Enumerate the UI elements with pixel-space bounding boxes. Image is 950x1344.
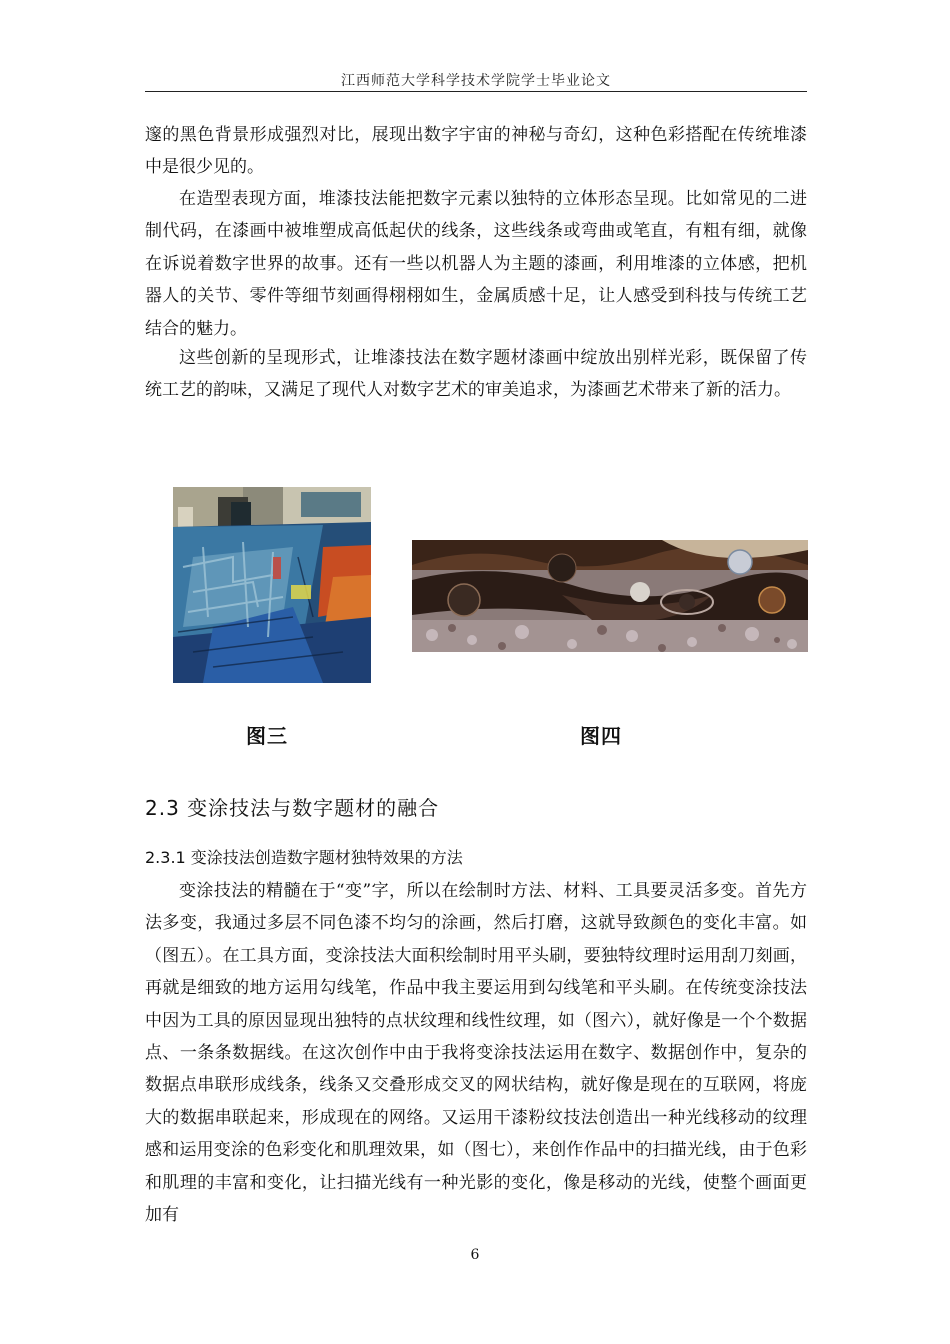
paragraph-innovation: 这些创新的呈现形式，让堆漆技法在数字题材漆画中绽放出别样光彩，既保留了传统工艺的韵味，又满足了现代人对数字艺术的审美追求，为漆画艺术带来了新的活力。 [145,348,807,401]
header-divider [145,91,807,92]
section-heading: 2.3 变涂技法与数字题材的融合 [145,796,440,820]
figure-3-image [173,487,371,683]
figure-4-image [412,540,808,652]
paragraph-body: 变涂技法的精髓在于“变”字，所以在绘制时方法、材料、工具要灵活多变。首先方法多变，我通过多层不同色漆不均匀的涂画，然后打磨，这就导致颜色的变化丰富。如（图五）。在工具方面，变涂技法大面积绘制时用平头刷，要独特纹理时运用刮刀刻画，再就是细致的地方运用勾线笔，作品中我主要运用到勾线笔和平头刷。在传统变涂技法中因为工具的原因显现出独特的点状纹理和线性纹理，如（图六），就好像是一个个数据点、一条条数据线。在这次创作中由于我将变涂技法运用在数字、数据创作中，复杂的数据点串联形成线条，线条又交叠形成交叉的网状结构，就好像是现在的互联网，将庞大的数据串联起来，形成现在的网络。又运用干漆粉纹技法创造出一种光线移动的纹理感和运用变涂的色彩变化和肌理效果，如（图七），来创作作品中的扫描光线，由于色彩和肌理的丰富和变化，让扫描光线有一种光影的变化，像是移动的光线，使整个画面更加有 [145,881,807,1226]
paragraph-continued: 邃的黑色背景形成强烈对比，展现出数字宇宙的神秘与奇幻，这种色彩搭配在传统堆漆中是很少见的。 [145,125,807,178]
figure-3-caption: 图三 [246,724,288,748]
subsection-heading: 2.3.1 变涂技法创造数字题材独特效果的方法 [145,848,463,867]
paragraph-modeling: 在造型表现方面，堆漆技法能把数字元素以独特的立体形态呈现。比如常见的二进制代码，在漆画中被堆塑成高低起伏的线条，这些线条或弯曲或笔直，有粗有细，就像在诉说着数字世界的故事。还有一些以机器人为主题的漆画，利用堆漆的立体感，把机器人的关节、零件等细节刻画得栩栩如生，金属质感十足，让人感受到科技与传统工艺结合的魅力。 [145,189,807,339]
page-number: 6 [470,1247,480,1263]
page-header: 江西师范大学科学技术学院学士毕业论文 [341,73,611,89]
figure-4-caption: 图四 [580,724,622,748]
